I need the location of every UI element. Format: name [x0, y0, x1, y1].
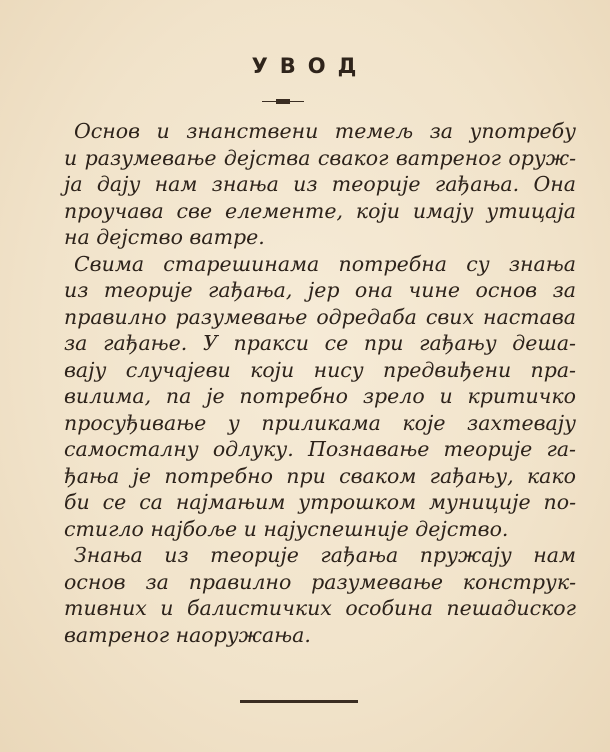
text-line: на дејство ватре.: [64, 225, 265, 249]
text-line: и разумевање дејства сваког ватреног оруж-: [64, 145, 576, 170]
text-line: основ за правилно разумевање конструк-: [64, 569, 576, 594]
text-line: проучава све елементе, који имају утицаја: [64, 198, 576, 223]
title-ornament: [262, 99, 304, 105]
text-line: просуђивање у приликама које захтевају: [64, 410, 576, 435]
text-line: за гађање. У пракси се при гађању деша-: [64, 331, 576, 355]
ornament-block: [276, 99, 290, 104]
text-line: тивних и балистичких особина пешадиског: [64, 596, 576, 620]
text-line: стигло најбоље и најуспешније дејство.: [64, 516, 509, 541]
text-line: из теорије гађања, јер она чине основ за: [64, 278, 576, 302]
bottom-rule: [240, 700, 358, 703]
text-line: би се са најмањим утрошком муниције по-: [64, 490, 576, 514]
text-line: вају случајеви који нису предвиђени пра-: [64, 357, 576, 382]
text-line: вилима, па је потребно зрело и критичко: [64, 384, 576, 408]
text-line: ватреног наоружања.: [64, 622, 311, 647]
text-line: Знања из теорије гађања пружају нам: [74, 543, 576, 567]
text-line: Свима старешинама потребна су знања: [74, 251, 576, 276]
body-text: [64, 118, 576, 648]
text-line: ђања је потребно при сваком гађању, како: [64, 463, 576, 488]
text-line: самосталну одлуку. Познавање теорије га-: [64, 437, 576, 461]
text-line: Основ и знанствени темељ за употребу: [74, 119, 576, 143]
text-line: ја дају нам знања из теорије гађања. Она: [64, 172, 576, 196]
chapter-title: УВОД: [251, 54, 369, 78]
text-line: правилно разумевање одредаба свих настава: [64, 304, 576, 329]
